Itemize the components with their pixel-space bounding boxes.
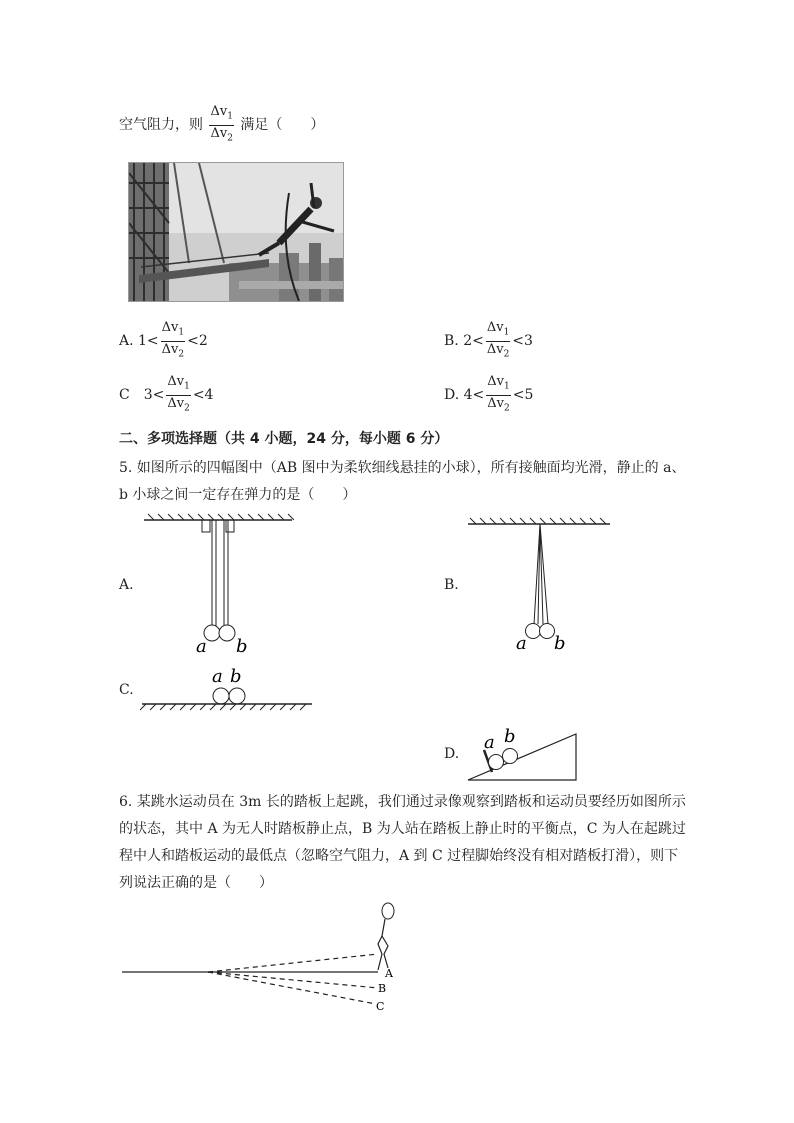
q4-option-a-tail: <2	[187, 333, 208, 350]
ball-b-label: b	[236, 636, 248, 657]
q4-option-c-tail: <4	[192, 387, 214, 404]
q4-option-d[interactable]	[444, 374, 533, 416]
q4-option-a-label: A. 1<	[119, 333, 159, 350]
q4-option-d-tail: <5	[512, 387, 534, 404]
q6-stem-line1: 6. 某跳水运动员在 3m 长的踏板上起跳，我们通过录像观察到踏板和运动员要经历如图所示	[119, 794, 686, 810]
q5-stem-line1: 5. 如图所示的四幅图中（AB 图中为柔软细线悬挂的小球），所有接触面均光滑，静止的 a、	[119, 460, 686, 476]
q6-stem-line4: 列说法正确的是（ ）	[119, 875, 273, 891]
board-line-b	[208, 972, 378, 988]
point-a-label: A	[385, 967, 393, 980]
q5-figure-d	[464, 722, 584, 784]
ball-b	[229, 688, 245, 704]
q5-figure-c	[140, 664, 316, 716]
q4-stem-after: 满足（ ）	[240, 117, 325, 134]
diving-board-figure	[120, 900, 410, 1018]
bungee-photo-illustration	[129, 163, 343, 301]
ball-a-label: a	[196, 636, 207, 657]
option-b-fraction: $\frac{\Delta v_1}{\Delta v_2}$	[486, 320, 510, 360]
q5-option-b-label[interactable]: B.	[444, 577, 459, 593]
q5-option-c-label[interactable]: C.	[119, 682, 134, 698]
q4-stem-before: 空气阻力，则	[119, 117, 203, 134]
frac-den-sub: 2	[227, 133, 233, 144]
q4-option-c-label: C 3<	[119, 387, 165, 404]
frac-num-sub: 1	[227, 111, 233, 122]
ball-b-label: b	[554, 633, 566, 654]
frac-num: Δv	[210, 104, 228, 119]
q4-option-c[interactable]	[119, 374, 213, 416]
q4-option-b[interactable]	[444, 320, 533, 362]
q5-figure-a	[140, 512, 300, 660]
option-d-fraction: $\frac{\Delta v_1}{\Delta v_2}$	[487, 374, 510, 414]
ball-b	[503, 749, 518, 764]
q5-option-a-label[interactable]: A.	[119, 577, 134, 593]
q6-stem-line3: 程中人和踏板运动的最低点（忽略空气阻力，A 到 C 过程脚始终没有相对踏板打滑），则下	[119, 848, 679, 864]
ball-b	[219, 625, 235, 641]
point-c-label: C	[376, 1000, 385, 1013]
q5-stem-line2: b 小球之间一定存在弹力的是（ ）	[119, 487, 357, 503]
ball-b-label: b	[504, 726, 516, 747]
diver-body	[378, 919, 385, 970]
q4-option-b-label: B. 2<	[444, 333, 484, 350]
q4-option-b-tail: <3	[512, 333, 533, 350]
bungee-jump-photo	[128, 162, 344, 302]
option-c-fraction: $\frac{\Delta v_1}{\Delta v_2}$	[167, 374, 190, 414]
q4-option-a[interactable]	[119, 320, 208, 362]
q4-stem	[119, 104, 324, 146]
q4-option-d-label: D. 4<	[444, 387, 485, 404]
q5-figure-b	[466, 512, 616, 660]
ball-a-label: a	[484, 732, 495, 753]
ball-b	[540, 624, 555, 639]
diver-head	[382, 903, 394, 919]
frac-den: Δv	[210, 125, 228, 141]
upper-dashed-line	[208, 954, 378, 972]
ball-a	[526, 624, 541, 639]
point-b-label: B	[378, 982, 387, 995]
section-heading: 二、多项选择题（共 4 小题，24 分，每小题 6 分）	[119, 431, 449, 447]
ball-a-label: a	[516, 633, 527, 654]
ball-b-label: b	[230, 666, 242, 687]
option-a-fraction: $\frac{\Delta v_1}{\Delta v_2}$	[161, 320, 185, 360]
ball-a-label: a	[212, 666, 223, 687]
board-line-c	[208, 972, 376, 1004]
q5-option-d-label[interactable]: D.	[444, 746, 460, 762]
q6-stem-line2: 的状态，其中 A 为无人时踏板静止点，B 为人站在踏板上静止时的平衡点，C 为人在起跳过	[119, 821, 686, 837]
ball-a	[489, 755, 504, 770]
velocity-ratio-fraction	[209, 104, 233, 146]
ball-a	[213, 688, 229, 704]
